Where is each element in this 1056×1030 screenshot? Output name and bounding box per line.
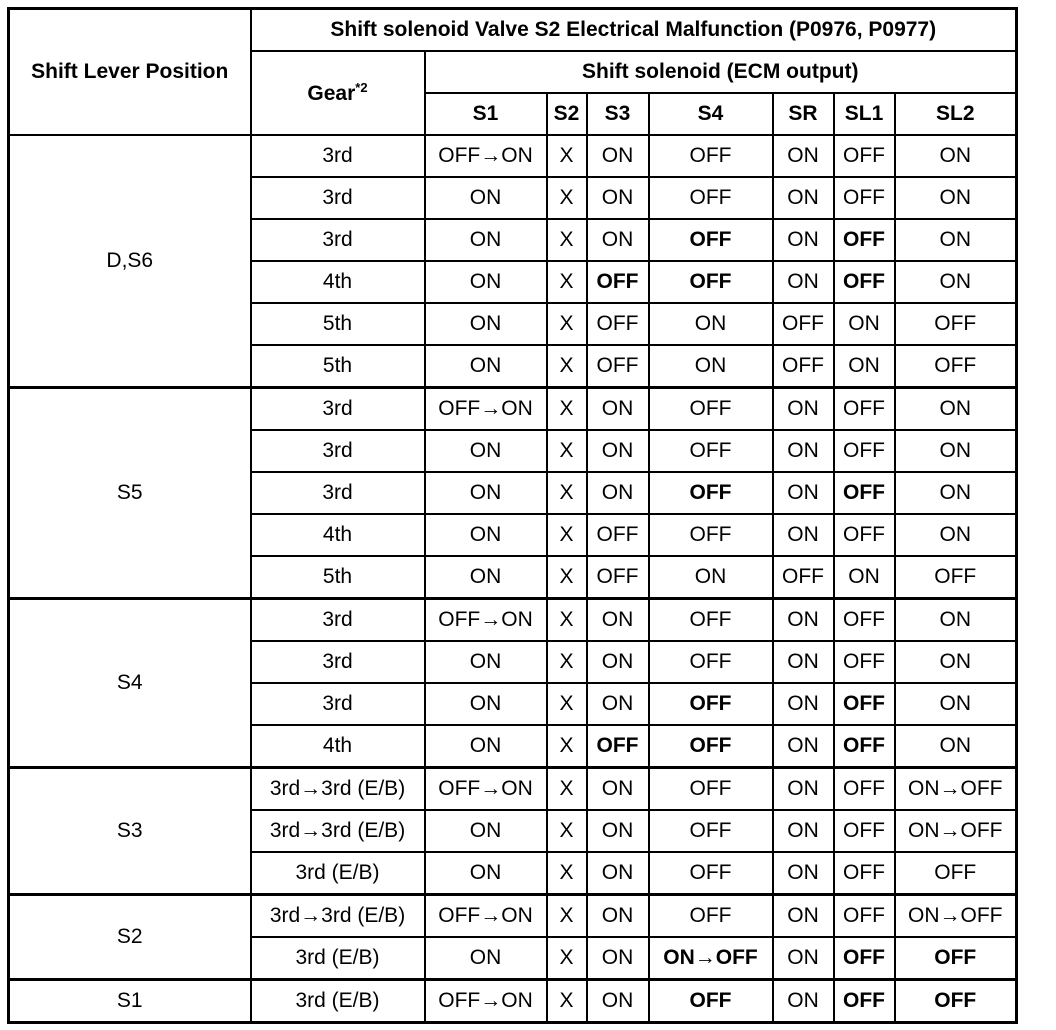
table-row <box>9 388 1017 431</box>
cell-sl1: OFF <box>834 980 895 1023</box>
cell-sl1: OFF <box>834 852 895 895</box>
gear-label: Gear <box>307 82 356 105</box>
cell-s4: OFF <box>649 980 773 1023</box>
shift-lever-position-cell: S1 <box>9 980 251 1023</box>
cell-s4: OFF <box>649 599 773 642</box>
cell-sr: ON <box>773 219 834 261</box>
cell-sr: ON <box>773 810 834 852</box>
cell-sl1: OFF <box>834 937 895 980</box>
cell-sl2: ON <box>895 261 1017 303</box>
cell-sl1: OFF <box>834 725 895 768</box>
cell-sl1: ON <box>834 345 895 388</box>
cell-s1: OFF→ON <box>425 135 547 177</box>
cell-sr: ON <box>773 725 834 768</box>
cell-s1: ON <box>425 430 547 472</box>
table-row <box>9 599 1017 642</box>
cell-sl2: OFF <box>895 345 1017 388</box>
cell-s2: X <box>547 303 587 345</box>
cell-s4: ON <box>649 303 773 345</box>
cell-sr: OFF <box>773 345 834 388</box>
shift-lever-position-cell: S2 <box>9 895 251 980</box>
cell-sr: ON <box>773 388 834 431</box>
cell-sl1: OFF <box>834 261 895 303</box>
cell-sl1: OFF <box>834 388 895 431</box>
cell-sl1: OFF <box>834 768 895 811</box>
cell-s4: OFF <box>649 472 773 514</box>
cell-sl2: ON <box>895 388 1017 431</box>
cell-sr: ON <box>773 895 834 938</box>
cell-s1: OFF→ON <box>425 599 547 642</box>
gear-cell: 3rd (E/B) <box>251 852 425 895</box>
gear-cell: 3rd <box>251 641 425 683</box>
cell-s4: OFF <box>649 852 773 895</box>
cell-sl2: ON→OFF <box>895 768 1017 811</box>
cell-s2: X <box>547 514 587 556</box>
cell-s2: X <box>547 810 587 852</box>
cell-s1: ON <box>425 345 547 388</box>
cell-s3: ON <box>587 219 649 261</box>
cell-s1: OFF→ON <box>425 895 547 938</box>
gear-cell: 4th <box>251 514 425 556</box>
cell-s1: OFF→ON <box>425 768 547 811</box>
cell-sl1: OFF <box>834 430 895 472</box>
cell-sl2: ON <box>895 430 1017 472</box>
cell-s1: ON <box>425 725 547 768</box>
table-row <box>9 895 1017 938</box>
cell-s3: OFF <box>587 261 649 303</box>
cell-s2: X <box>547 980 587 1023</box>
cell-s2: X <box>547 261 587 303</box>
gear-footnote-mark: *2 <box>355 80 368 95</box>
cell-s1: ON <box>425 683 547 725</box>
gear-cell: 3rd <box>251 430 425 472</box>
cell-s1: ON <box>425 556 547 599</box>
col-header-s2: S2 <box>547 93 587 135</box>
gear-header <box>251 51 425 135</box>
cell-s2: X <box>547 430 587 472</box>
cell-s3: OFF <box>587 303 649 345</box>
shift-lever-position-cell: S3 <box>9 768 251 895</box>
shift-lever-position-header: Shift Lever Position <box>9 9 251 136</box>
cell-sl2: ON <box>895 135 1017 177</box>
table-row <box>9 135 1017 177</box>
cell-sr: ON <box>773 430 834 472</box>
cell-sl2: ON <box>895 641 1017 683</box>
cell-sr: ON <box>773 641 834 683</box>
gear-cell: 3rd→3rd (E/B) <box>251 768 425 811</box>
gear-cell: 3rd→3rd (E/B) <box>251 810 425 852</box>
cell-s4: OFF <box>649 514 773 556</box>
cell-s4: OFF <box>649 430 773 472</box>
gear-cell: 5th <box>251 303 425 345</box>
cell-sl1: OFF <box>834 135 895 177</box>
cell-sr: ON <box>773 599 834 642</box>
gear-cell: 3rd <box>251 135 425 177</box>
cell-s1: ON <box>425 514 547 556</box>
cell-sr: ON <box>773 177 834 219</box>
cell-sl1: OFF <box>834 472 895 514</box>
cell-s3: OFF <box>587 345 649 388</box>
shift-lever-position-cell: S5 <box>9 388 251 599</box>
cell-sr: ON <box>773 980 834 1023</box>
cell-s1: OFF→ON <box>425 980 547 1023</box>
cell-sr: ON <box>773 683 834 725</box>
col-header-s3: S3 <box>587 93 649 135</box>
cell-s4: ON→OFF <box>649 937 773 980</box>
cell-s2: X <box>547 725 587 768</box>
cell-s1: ON <box>425 303 547 345</box>
cell-sl2: ON <box>895 219 1017 261</box>
cell-sl2: ON <box>895 683 1017 725</box>
cell-s1: ON <box>425 852 547 895</box>
cell-s3: OFF <box>587 725 649 768</box>
cell-sl1: OFF <box>834 514 895 556</box>
cell-sl1: ON <box>834 556 895 599</box>
shift-lever-position-cell: D,S6 <box>9 135 251 388</box>
cell-s3: ON <box>587 430 649 472</box>
gear-cell: 3rd <box>251 388 425 431</box>
cell-s4: ON <box>649 556 773 599</box>
shift-lever-position-cell: S4 <box>9 599 251 768</box>
cell-s3: ON <box>587 135 649 177</box>
cell-s3: ON <box>587 980 649 1023</box>
cell-sl1: ON <box>834 303 895 345</box>
cell-sl2: ON <box>895 177 1017 219</box>
cell-s1: OFF→ON <box>425 388 547 431</box>
cell-s4: OFF <box>649 219 773 261</box>
cell-sl1: OFF <box>834 683 895 725</box>
gear-cell: 3rd→3rd (E/B) <box>251 895 425 938</box>
cell-sl1: OFF <box>834 599 895 642</box>
cell-s3: ON <box>587 177 649 219</box>
cell-s4: ON <box>649 345 773 388</box>
cell-s1: ON <box>425 177 547 219</box>
cell-sl2: ON→OFF <box>895 810 1017 852</box>
cell-s2: X <box>547 177 587 219</box>
cell-s2: X <box>547 345 587 388</box>
cell-s4: OFF <box>649 261 773 303</box>
cell-sl2: ON→OFF <box>895 895 1017 938</box>
cell-sr: ON <box>773 514 834 556</box>
cell-s1: ON <box>425 472 547 514</box>
cell-s2: X <box>547 599 587 642</box>
cell-s3: ON <box>587 599 649 642</box>
cell-s2: X <box>547 895 587 938</box>
gear-cell: 3rd <box>251 599 425 642</box>
cell-s2: X <box>547 683 587 725</box>
gear-cell: 3rd <box>251 683 425 725</box>
table-body <box>9 135 1017 1023</box>
cell-sl1: OFF <box>834 641 895 683</box>
cell-sl2: OFF <box>895 937 1017 980</box>
gear-cell: 5th <box>251 345 425 388</box>
cell-s3: ON <box>587 388 649 431</box>
col-header-sl1: SL1 <box>834 93 895 135</box>
table-row <box>9 768 1017 811</box>
cell-s1: ON <box>425 219 547 261</box>
cell-s3: ON <box>587 810 649 852</box>
cell-sl2: OFF <box>895 852 1017 895</box>
cell-sr: ON <box>773 768 834 811</box>
cell-s1: ON <box>425 810 547 852</box>
cell-s3: OFF <box>587 514 649 556</box>
cell-s3: ON <box>587 895 649 938</box>
cell-s4: OFF <box>649 641 773 683</box>
malfunction-title: Shift solenoid Valve S2 Electrical Malfunction (P0976, P0977) <box>251 9 1017 52</box>
cell-sr: ON <box>773 261 834 303</box>
gear-cell: 5th <box>251 556 425 599</box>
col-header-sr: SR <box>773 93 834 135</box>
cell-sl1: OFF <box>834 219 895 261</box>
cell-sl2: OFF <box>895 303 1017 345</box>
cell-s4: OFF <box>649 725 773 768</box>
cell-s2: X <box>547 852 587 895</box>
gear-cell: 4th <box>251 725 425 768</box>
cell-sr: ON <box>773 852 834 895</box>
cell-sr: OFF <box>773 556 834 599</box>
gear-cell: 3rd <box>251 177 425 219</box>
col-header-s1: S1 <box>425 93 547 135</box>
cell-sr: ON <box>773 937 834 980</box>
col-header-sl2: SL2 <box>895 93 1017 135</box>
cell-s3: ON <box>587 683 649 725</box>
gear-cell: 3rd (E/B) <box>251 937 425 980</box>
gear-cell: 3rd <box>251 472 425 514</box>
cell-s4: OFF <box>649 895 773 938</box>
cell-s2: X <box>547 556 587 599</box>
table-row <box>9 980 1017 1023</box>
cell-sr: ON <box>773 135 834 177</box>
cell-sl2: OFF <box>895 980 1017 1023</box>
cell-s4: OFF <box>649 683 773 725</box>
cell-s2: X <box>547 641 587 683</box>
cell-s4: OFF <box>649 388 773 431</box>
cell-sl1: OFF <box>834 177 895 219</box>
cell-sl1: OFF <box>834 810 895 852</box>
cell-sl2: ON <box>895 472 1017 514</box>
solenoid-table <box>7 7 1018 1024</box>
cell-s3: ON <box>587 937 649 980</box>
cell-s1: ON <box>425 641 547 683</box>
cell-sl2: ON <box>895 514 1017 556</box>
cell-s4: OFF <box>649 768 773 811</box>
gear-cell: 3rd (E/B) <box>251 980 425 1023</box>
cell-s4: OFF <box>649 177 773 219</box>
cell-s1: ON <box>425 261 547 303</box>
gear-cell: 4th <box>251 261 425 303</box>
cell-sl2: ON <box>895 725 1017 768</box>
cell-s3: ON <box>587 768 649 811</box>
cell-s4: OFF <box>649 810 773 852</box>
cell-s3: ON <box>587 472 649 514</box>
cell-s2: X <box>547 219 587 261</box>
cell-s2: X <box>547 388 587 431</box>
col-header-s4: S4 <box>649 93 773 135</box>
cell-s2: X <box>547 937 587 980</box>
cell-sl2: OFF <box>895 556 1017 599</box>
cell-sl1: OFF <box>834 895 895 938</box>
gear-cell: 3rd <box>251 219 425 261</box>
cell-s4: OFF <box>649 135 773 177</box>
cell-sl2: ON <box>895 599 1017 642</box>
cell-s3: ON <box>587 852 649 895</box>
shift-solenoid-header: Shift solenoid (ECM output) <box>425 51 1017 93</box>
cell-sr: ON <box>773 472 834 514</box>
cell-s2: X <box>547 768 587 811</box>
cell-s1: ON <box>425 937 547 980</box>
cell-s2: X <box>547 472 587 514</box>
cell-sr: OFF <box>773 303 834 345</box>
cell-s2: X <box>547 135 587 177</box>
cell-s3: OFF <box>587 556 649 599</box>
cell-s3: ON <box>587 641 649 683</box>
